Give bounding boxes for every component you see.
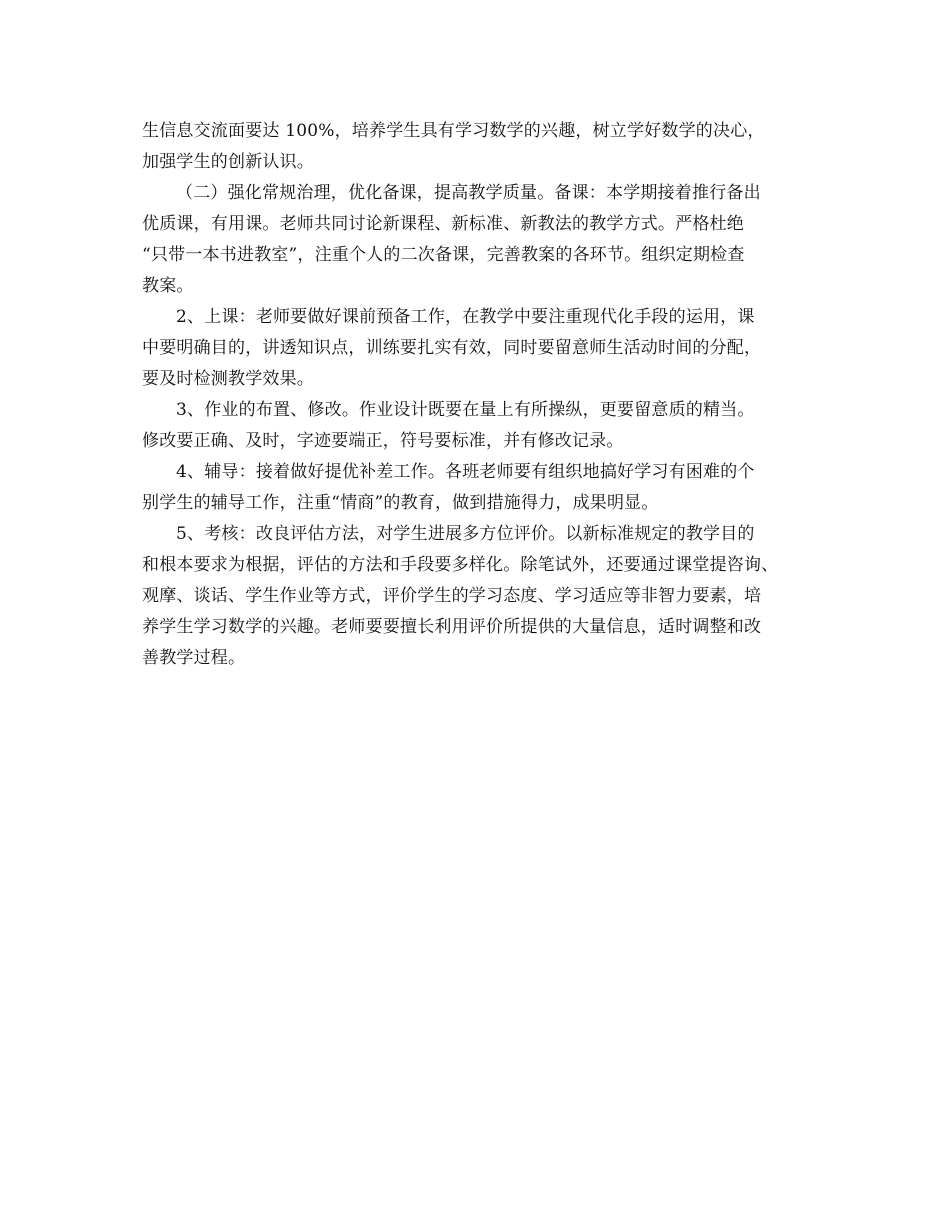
text-line: 2、上课：老师要做好课前预备工作，在教学中要注重现代化手段的运用，课: [176, 307, 755, 327]
text-line: 修改要正确、及时，字迹要端正，符号要标准，并有修改记录。: [142, 431, 624, 451]
paragraph-homework: [142, 395, 814, 457]
document-body: [142, 116, 814, 674]
text-line: 5、考核：改良评估方法，对学生进展多方位评价。以新标准规定的教学目的: [176, 524, 755, 544]
text-line: 和根本要求为根据，评估的方法和手段要多样化。除笔试外，还要通过课堂提咨询、: [142, 555, 779, 575]
paragraph-tutoring: [142, 457, 814, 519]
text-line: 生信息交流面要达 100%，培养学生具有学习数学的兴趣，树立学好数学的决心，: [142, 121, 765, 141]
text-line: 3、作业的布置、修改。作业设计既要在量上有所操纵，更要留意质的精当。: [176, 400, 755, 420]
text-line: 善教学过程。: [142, 648, 246, 668]
paragraph-assessment: [142, 519, 814, 674]
text-line: 加强学生的创新认识。: [142, 152, 314, 172]
text-line: 优质课，有用课。老师共同讨论新课程、新标准、新教法的教学方式。严格杜绝: [142, 214, 744, 234]
text-line: 4、辅导：接着做好提优补差工作。各班老师要有组织地搞好学习有困难的个: [176, 462, 755, 482]
text-line: （二）强化常规治理，优化备课，提高教学质量。备课：本学期接着推行备出: [176, 183, 761, 203]
text-line: 中要明确目的，讲透知识点，训练要扎实有效，同时要留意师生活动时间的分配，: [142, 338, 762, 358]
text-line: “只带一本书进教室”，注重个人的二次备课，完善教案的各环节。组织定期检查: [142, 245, 745, 265]
paragraph-class-teaching: [142, 302, 814, 395]
paragraph-lesson-preparation: [142, 178, 814, 302]
text-line: 观摩、谈话、学生作业等方式，评价学生的学习态度、学习适应等非智力要素，培: [142, 586, 762, 606]
text-line: 要及时检测教学效果。: [142, 369, 314, 389]
text-line: 养学生学习数学的兴趣。老师要要擅长利用评价所提供的大量信息，适时调整和改: [142, 617, 762, 637]
text-line: 别学生的辅导工作，注重“情商”的教育，做到措施得力，成果明显。: [142, 493, 659, 513]
text-line: 教案。: [142, 276, 194, 296]
paragraph-continuation: [142, 116, 814, 178]
